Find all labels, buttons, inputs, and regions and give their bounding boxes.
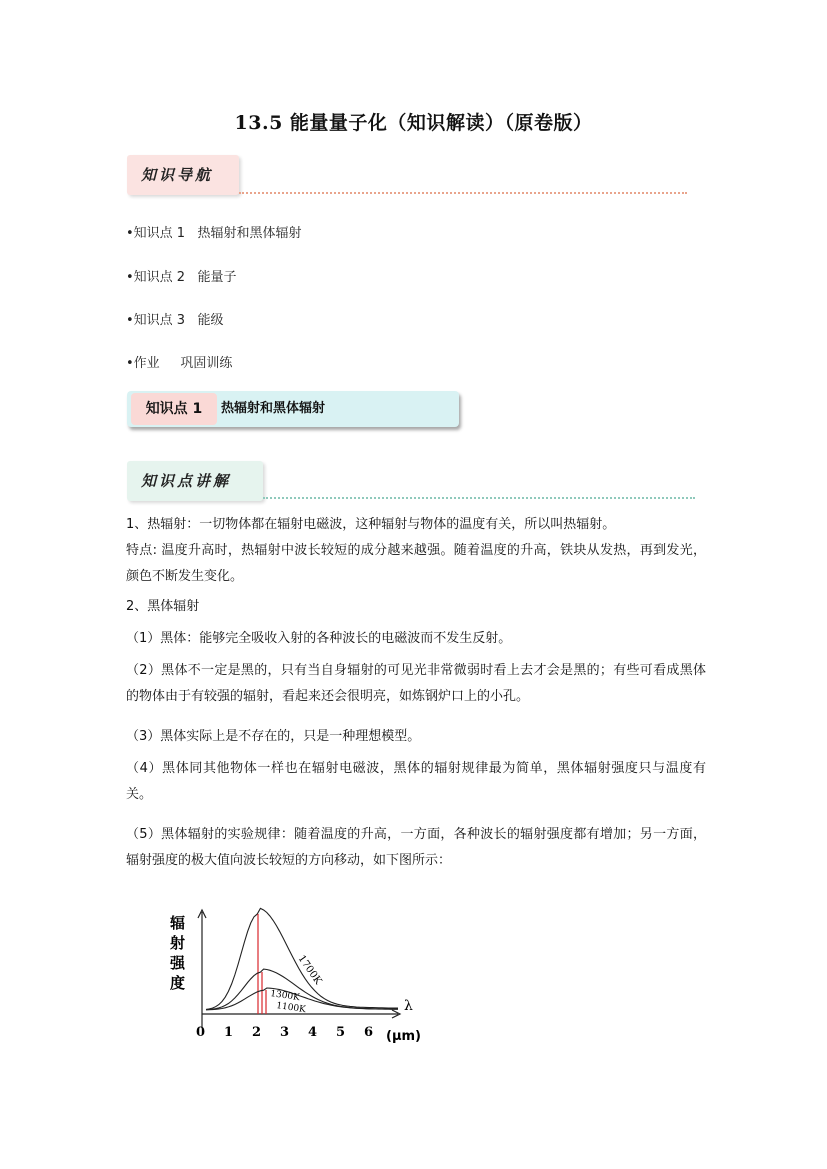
section-banner-knowledge-nav: 知识导航 [127, 155, 239, 195]
blackbody-radiation-figure [160, 900, 450, 1050]
figure-x-tick-label: 0 [196, 1025, 206, 1040]
paragraph-blackbody-1: （1）黑体：能够完全吸收入射的各种波长的电磁波而不发生反射。 [126, 631, 512, 646]
figure-curve-label: 1300K [269, 989, 301, 1004]
figure-x-tick-label: 3 [280, 1025, 290, 1040]
figure-x-symbol: λ [404, 998, 413, 1014]
toc-item-homework: •作业 巩固训练 [126, 356, 233, 371]
toc-item-2: •知识点 2 能量子 [126, 270, 237, 285]
figure-x-unit: (μm) [386, 1029, 421, 1044]
figure-ylabel-char: 度 [170, 974, 186, 992]
paragraph-blackbody-5: （5）黑体辐射的实验规律：随着温度的升高，一方面，各种波长的辐射强度都有增加；另一方面，辐射强度的极大值向波长较短的方向移动，如下图所示： [126, 827, 706, 868]
figure-x-tick-label: 2 [252, 1025, 262, 1040]
divider-dotted [263, 497, 695, 499]
section-banner-explanation: 知识点讲解 [127, 461, 263, 501]
figure-x-tick-label: 5 [336, 1025, 346, 1040]
figure-x-tick-label: 1 [224, 1025, 234, 1040]
toc-item-3: •知识点 3 能级 [126, 313, 224, 328]
figure-ylabel-char: 射 [170, 934, 186, 952]
paragraph-thermal-radiation: 1、热辐射：一切物体都在辐射电磁波，这种辐射与物体的温度有关，所以叫热辐射。 [126, 517, 616, 532]
paragraph-blackbody-4: （4）黑体同其他物体一样也在辐射电磁波，黑体的辐射规律最为简单，黑体辐射强度只与温度有关。 [126, 761, 706, 802]
figure-ylabel-char: 辐 [170, 914, 186, 932]
paragraph-blackbody-3: （3）黑体实际上是不存在的，只是一种理想模型。 [126, 729, 421, 744]
knowledge-point-title: 热辐射和黑体辐射 [221, 401, 326, 416]
figure-x-tick-label: 4 [308, 1025, 318, 1040]
figure-x-tick-label: 6 [364, 1025, 374, 1040]
page-title: 13.5 能量量子化（知识解读）（原卷版） [234, 112, 593, 134]
divider-dotted [239, 192, 687, 194]
knowledge-point-tag: 知识点 1 [131, 393, 217, 425]
paragraph-blackbody-heading: 2、黑体辐射 [126, 599, 200, 614]
figure-curve-label: 1700K [295, 953, 324, 987]
figure-ylabel-char: 强 [170, 954, 186, 972]
toc-item-1: •知识点 1 热辐射和黑体辐射 [126, 226, 302, 241]
paragraph-feature: 特点: 温度升高时，热辐射中波长较短的成分越来越强。随着温度的升高，铁块从发热，再到发光，颜色不断发生变化。 [126, 543, 706, 584]
figure-curve-label: 1100K [275, 1001, 307, 1016]
paragraph-blackbody-2: （2）黑体不一定是黑的，只有当自身辐射的可见光非常微弱时看上去才会是黑的；有些可看成黑体的物体由于有较强的辐射，看起来还会很明亮，如炼钢炉口上的小孔。 [126, 663, 706, 704]
